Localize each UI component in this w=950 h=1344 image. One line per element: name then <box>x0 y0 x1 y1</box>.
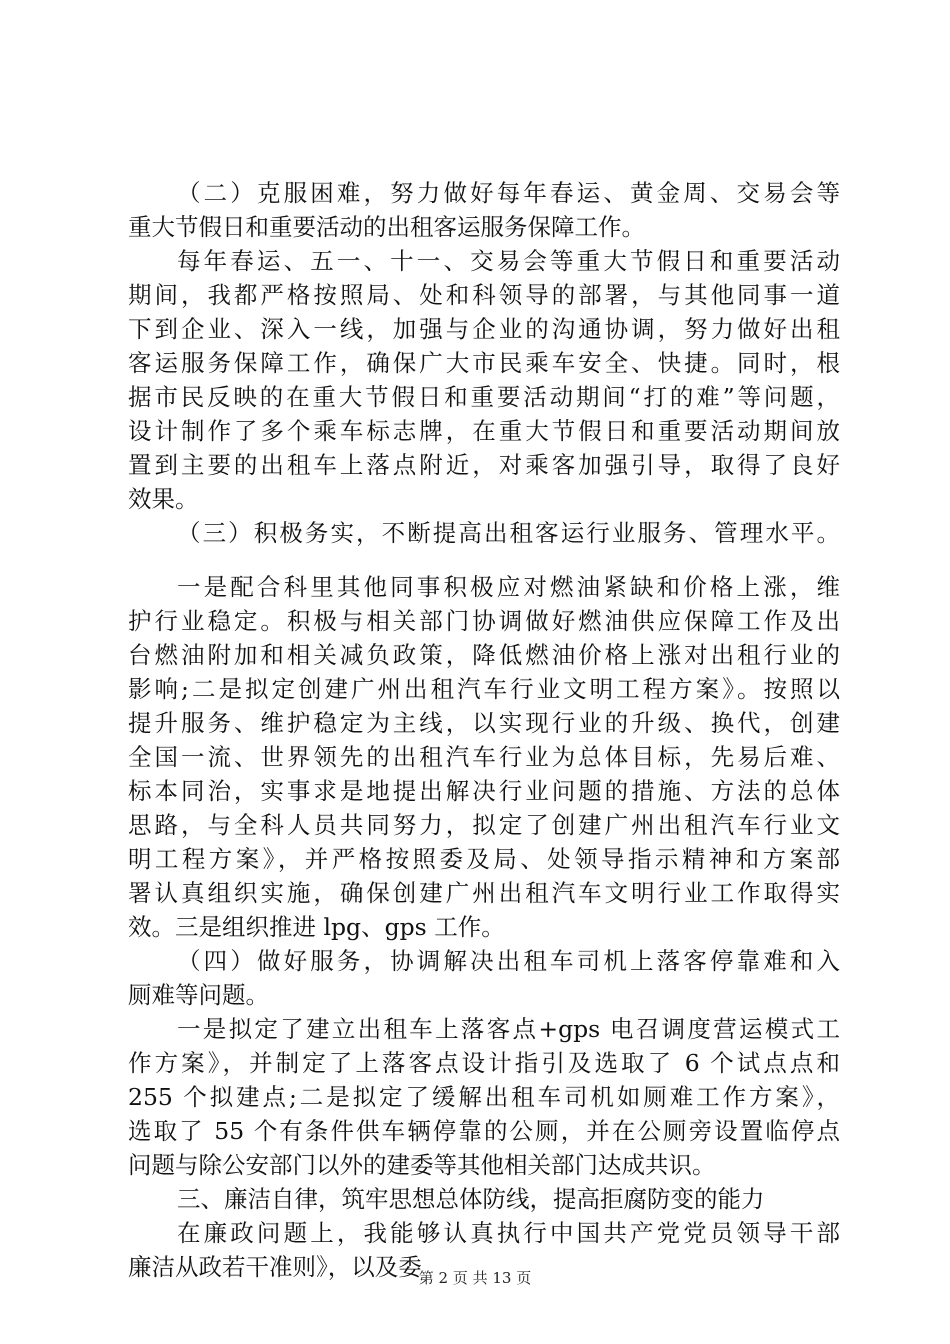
text-line: 署认真组织实施，确保创建广州出租汽车文明行业工作取得实 <box>128 879 840 907</box>
page-number-footer: 第 2 页 共 13 页 <box>418 1269 532 1287</box>
text-line: 明工程方案》，并严格按照委及局、处领导指示精神和方案部 <box>128 845 840 873</box>
text-line: 廉洁从政若干准则》，以及委 <box>128 1253 422 1281</box>
text-line: 重大节假日和重要活动的出租客运服务保障工作。 <box>128 213 645 241</box>
text-line: 在廉政问题上，我能够认真执行中国共产党党员领导干部 <box>177 1219 840 1247</box>
text-line: （二）克服困难，努力做好每年春运、黄金周、交易会等 <box>177 179 840 207</box>
text-line: 护行业稳定。积极与相关部门协调做好燃油供应保障工作及出 <box>128 607 840 635</box>
text-line: 作方案》，并制定了上落客点设计指引及选取了 6 个试点点和 <box>128 1049 840 1077</box>
section-heading: （三）积极务实，不断提高出租客运行业服务、管理水平。 <box>177 519 840 547</box>
text-line: 客运服务保障工作，确保广大市民乘车安全、快捷。同时，根 <box>128 349 840 377</box>
text-line: 问题与除公安部门以外的建委等其他相关部门达成共识。 <box>128 1151 716 1179</box>
text-line: 思路，与全科人员共同努力，拟定了创建广州出租汽车行业文 <box>128 811 840 839</box>
text-line: 全国一流、世界领先的出租汽车行业为总体目标，先易后难、 <box>128 743 840 771</box>
text-line: 置到主要的出租车上落点附近，对乘客加强引导，取得了良好 <box>128 451 840 479</box>
text-line: 选取了 55 个有条件供车辆停靠的公厕，并在公厕旁设置临停点 <box>128 1117 840 1145</box>
text-line: 下到企业、深入一线，加强与企业的沟通协调，努力做好出租 <box>128 315 840 343</box>
text-line: 标本同治，实事求是地提出解决行业问题的措施、方法的总体 <box>128 777 840 805</box>
text-line: 影响;二是拟定创建广州出租汽车行业文明工程方案》。按照以 <box>128 675 840 703</box>
text-line: 提升服务、维护稳定为主线，以实现行业的升级、换代，创建 <box>128 709 840 737</box>
text-line: 据市民反映的在重大节假日和重要活动期间“打的难”等问题， <box>128 383 840 411</box>
text-line: 台燃油附加和相关减负政策，降低燃油价格上涨对出租行业的 <box>128 641 840 669</box>
text-line: 效。三是组织推进 lpg、gps 工作。 <box>128 913 505 941</box>
text-line: 厕难等问题。 <box>128 981 269 1009</box>
text-line: 效果。 <box>128 485 199 513</box>
section-heading: （四）做好服务，协调解决出租车司机上落客停靠难和入 <box>177 947 840 975</box>
text-line: 每年春运、五一、十一、交易会等重大节假日和重要活动 <box>177 247 840 275</box>
text-line: 期间，我都严格按照局、处和科领导的部署，与其他同事一道 <box>128 281 840 309</box>
text-line: 设计制作了多个乘车标志牌，在重大节假日和重要活动期间放 <box>128 417 840 445</box>
text-line: 255 个拟建点;二是拟定了缓解出租车司机如厕难工作方案》， <box>128 1083 840 1111</box>
text-line: 一是配合科里其他同事积极应对燃油紧缺和价格上涨，维 <box>177 573 840 601</box>
text-line: 一是拟定了建立出租车上落客点+gps 电召调度营运模式工 <box>177 1015 840 1043</box>
section-heading: 三、廉洁自律，筑牢思想总体防线，提高拒腐防变的能力 <box>177 1185 765 1213</box>
